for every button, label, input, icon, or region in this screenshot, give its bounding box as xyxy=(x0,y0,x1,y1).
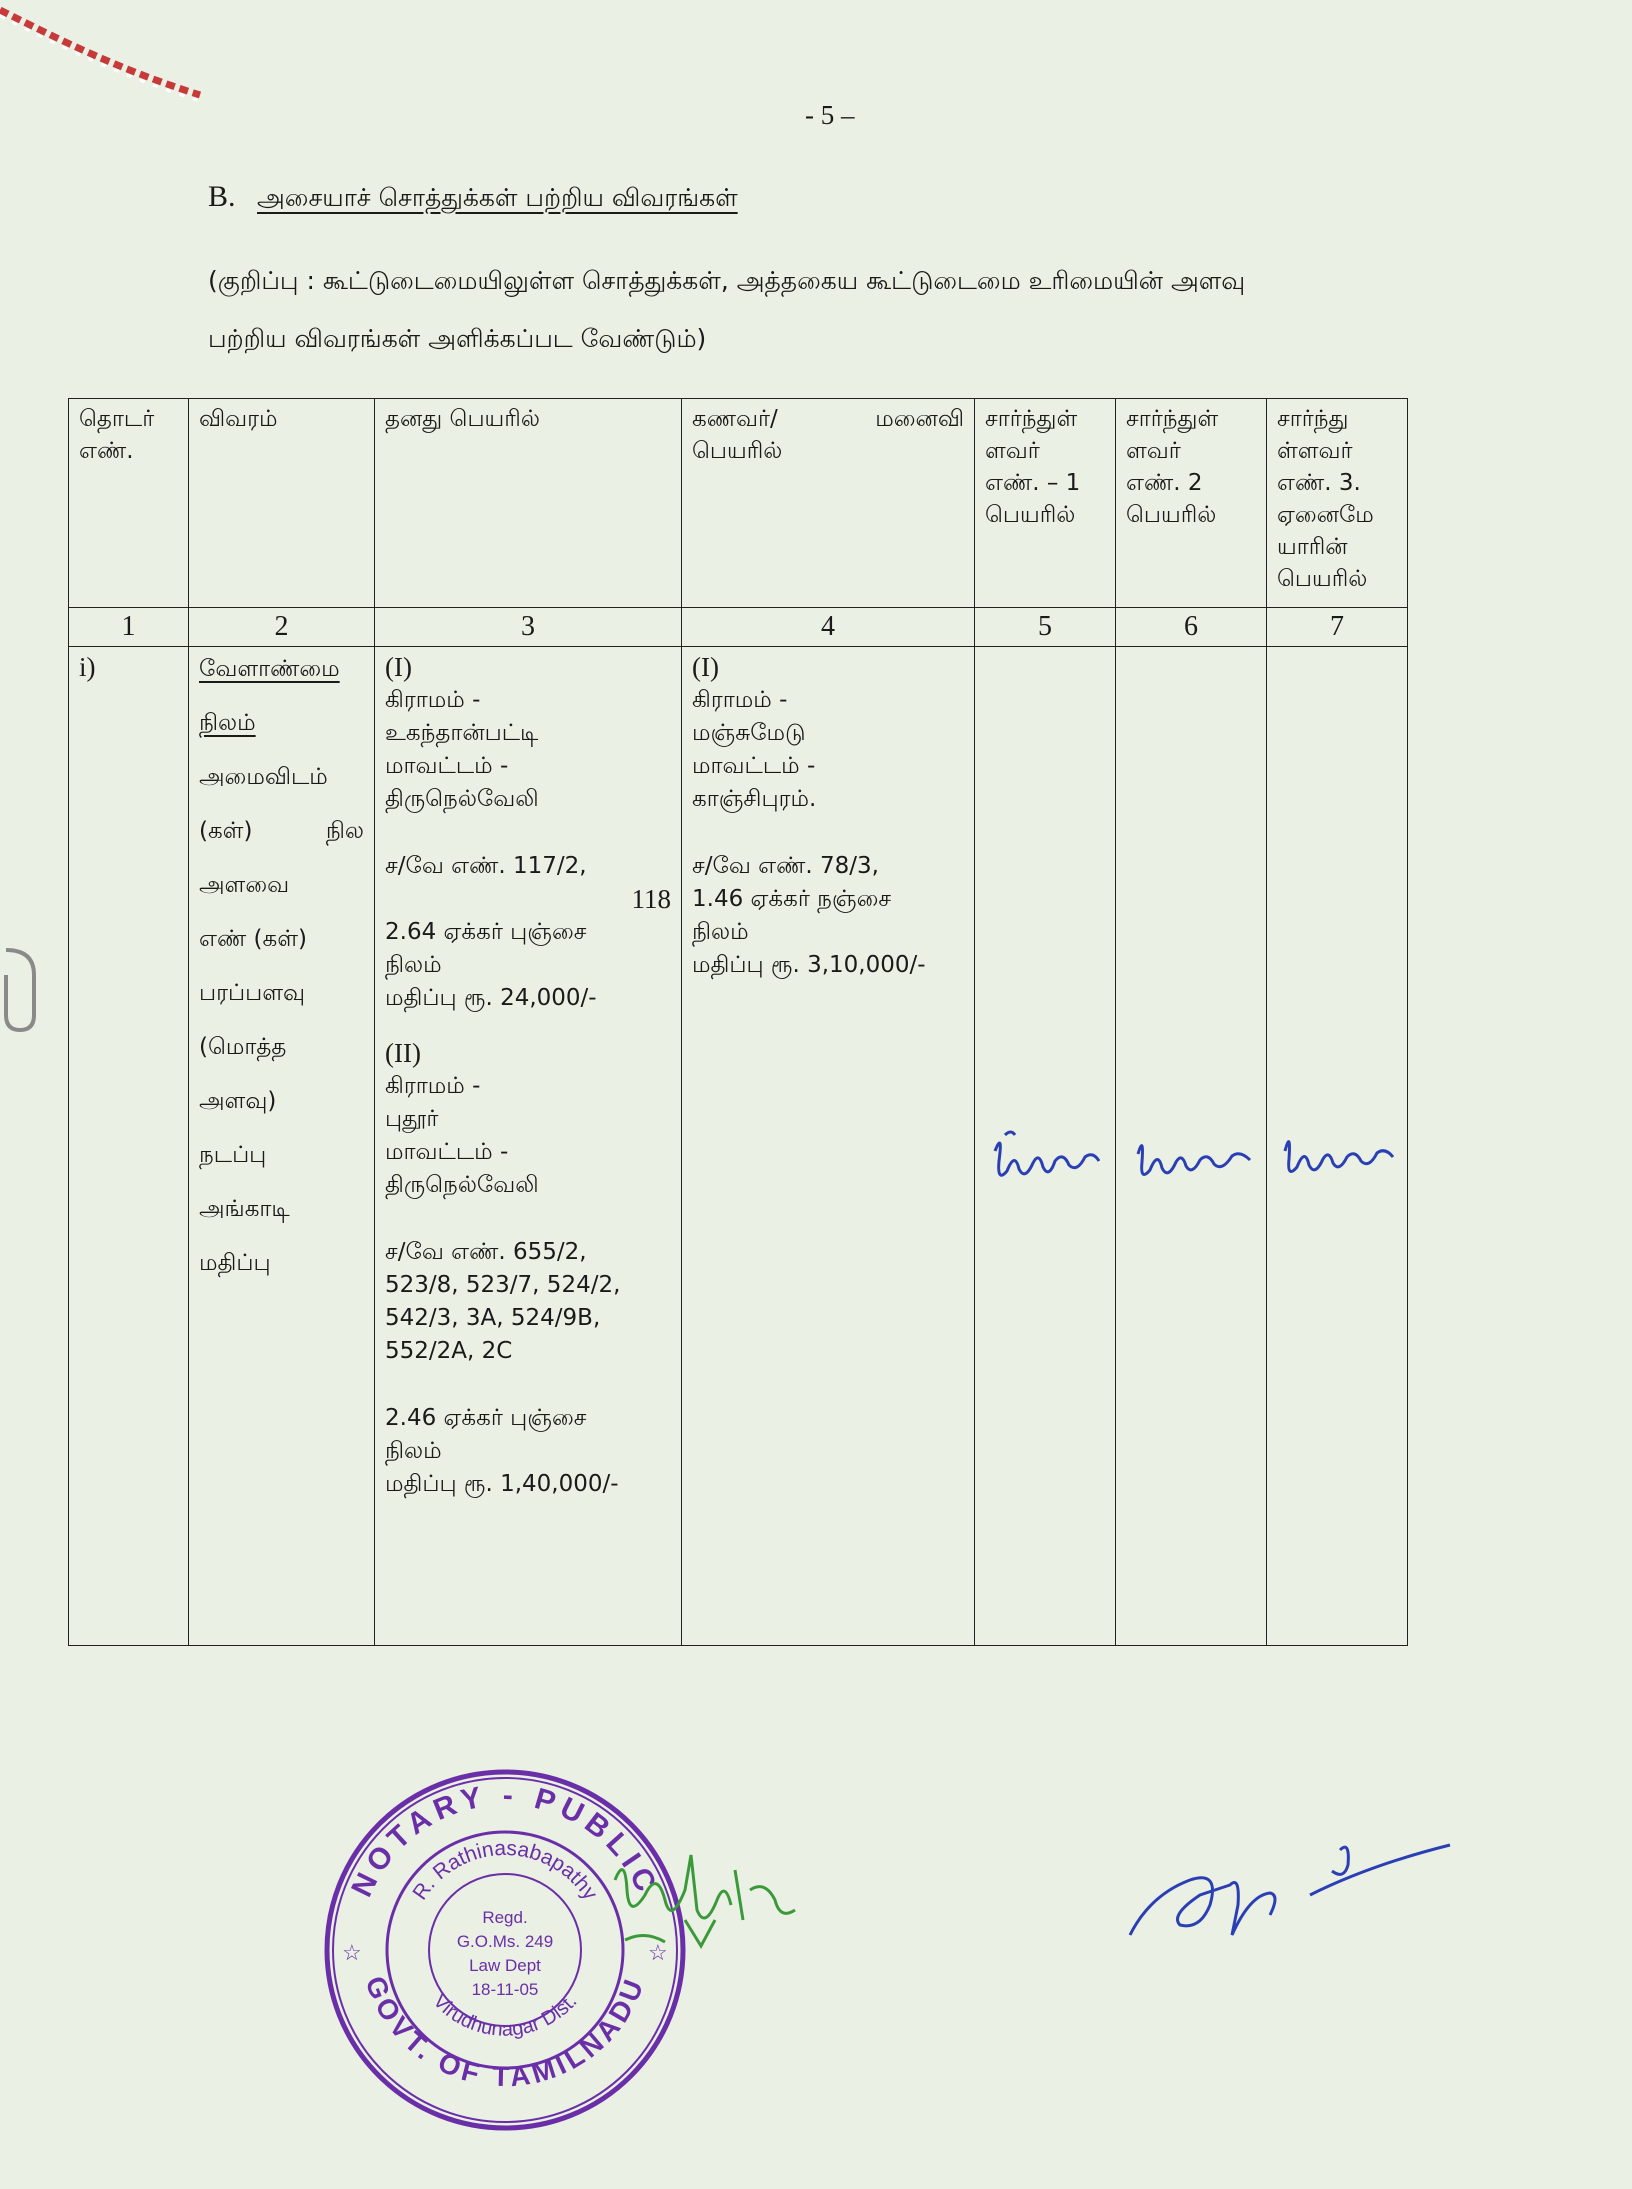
declarant-signature xyxy=(1120,1835,1460,1955)
section-heading xyxy=(208,180,738,216)
desc-item: அமைவிடம் xyxy=(199,764,328,790)
property-label: (I) xyxy=(385,652,412,682)
land-value: மதிப்பு ரூ. 24,000/- xyxy=(385,985,597,1011)
survey-number: 523/8, 523/7, 524/2, xyxy=(385,1272,621,1298)
desc-item xyxy=(199,813,364,849)
note-line-1: (குறிப்பு : கூட்டுடைமையிலுள்ள சொத்துக்கள், அத்தகைய கூட்டுடைமை உரிமையின் அளவு xyxy=(208,266,1246,295)
note-line-2: பற்றிய விவரங்கள் அளிக்கப்பட வேண்டும்) xyxy=(208,324,707,353)
header-self xyxy=(375,399,682,608)
desc-item: மதிப்பு xyxy=(199,1250,271,1276)
survey-number: ச/வே எண். 655/2, xyxy=(385,1239,587,1265)
row-dependent-3 xyxy=(1267,647,1408,1646)
spouse-property-1 xyxy=(692,651,964,982)
header-dep3-a: சார்ந்து xyxy=(1277,406,1349,432)
district-name: திருநெல்வேலி xyxy=(385,1172,539,1198)
property-label: (I) xyxy=(692,652,719,682)
land-area: 1.46 ஏக்கர் நஞ்சை xyxy=(692,886,892,912)
stamp-inner-bottom: Virudhunagar Dist. xyxy=(428,1990,582,2041)
column-number: 3 xyxy=(375,608,682,647)
header-spouse-label-b: மனைவி xyxy=(875,406,964,432)
header-spouse xyxy=(682,399,975,608)
desc-item-part: (கள்) xyxy=(199,818,253,844)
village-label: கிராமம் - xyxy=(385,1073,481,1099)
village-name: மஞ்சுமேடு xyxy=(692,720,806,746)
land-value: மதிப்பு ரூ. 3,10,000/- xyxy=(692,952,926,978)
header-dep2-b: ளவர் xyxy=(1126,438,1181,464)
desc-item: அளவு) xyxy=(199,1088,277,1114)
land-area: 2.64 ஏக்கர் புஞ்சை xyxy=(385,919,587,945)
desc-item: நடப்பு xyxy=(199,1142,267,1168)
column-number-row xyxy=(69,608,1408,647)
header-dep2-a: சார்ந்துள் xyxy=(1126,406,1219,432)
district-name: காஞ்சிபுரம். xyxy=(692,786,817,812)
note-paragraph xyxy=(208,252,1470,368)
header-description-label: விவரம் xyxy=(199,406,278,432)
row-dependent-1 xyxy=(975,647,1116,1646)
header-self-label: தனது பெயரில் xyxy=(385,406,540,432)
column-number: 5 xyxy=(975,608,1116,647)
column-number: 1 xyxy=(69,608,189,647)
desc-item: நிலம் xyxy=(199,710,256,736)
desc-item: எண் (கள்) xyxy=(199,926,307,952)
stamp-line-2: G.O.Ms. 249 xyxy=(456,1932,554,1951)
handwritten-nil-mark xyxy=(985,1121,1105,1201)
column-number: 6 xyxy=(1116,608,1267,647)
header-dep1-b: ளவர் xyxy=(985,438,1040,464)
paper-clip xyxy=(0,945,40,1035)
table-row xyxy=(69,647,1408,1646)
page-number: - 5 – xyxy=(805,100,855,130)
desc-item: அளவை xyxy=(199,872,290,898)
land-type: நிலம் xyxy=(385,1438,442,1464)
header-dependent-1 xyxy=(975,399,1116,608)
land-value: மதிப்பு ரூ. 1,40,000/- xyxy=(385,1471,619,1497)
district-label: மாவட்டம் - xyxy=(385,1139,509,1165)
stamp-top-text: NOTARY - PUBLIC xyxy=(345,1778,665,1902)
survey-number: 118 xyxy=(631,884,671,914)
self-property-1 xyxy=(385,651,671,1015)
desc-item-part: நில xyxy=(325,818,364,844)
stamp-line-4: 18-11-05 xyxy=(471,1980,539,1999)
column-number: 7 xyxy=(1267,608,1408,647)
village-name: உகந்தான்பட்டி xyxy=(385,720,539,746)
header-dep2-d: பெயரில் xyxy=(1126,502,1217,528)
binding-thread xyxy=(0,0,220,120)
desc-item: வேளாண்மை xyxy=(199,656,340,682)
header-dep2-c: எண். 2 xyxy=(1126,470,1203,496)
survey-number: 552/2A, 2C xyxy=(385,1338,513,1364)
row-serial xyxy=(69,647,189,1646)
village-label: கிராமம் - xyxy=(385,687,481,713)
handwritten-nil-mark xyxy=(1126,1126,1256,1196)
desc-item: பரப்பளவு xyxy=(199,980,305,1006)
stamp-inner-top: R. Rathinasabapathy xyxy=(408,1836,602,1905)
header-dep3-f: பெயரில் xyxy=(1277,566,1368,592)
header-dep1-c: எண். – 1 xyxy=(985,470,1081,496)
header-dependent-2 xyxy=(1116,399,1267,608)
land-type: நிலம் xyxy=(692,919,749,945)
row-spouse-property xyxy=(682,647,975,1646)
village-name: புதூர் xyxy=(385,1106,439,1132)
village-label: கிராமம் - xyxy=(692,687,788,713)
self-property-2 xyxy=(385,1037,671,1501)
desc-item: (மொத்த xyxy=(199,1034,287,1060)
stamp-line-1: Regd. xyxy=(482,1908,528,1927)
survey-number: ச/வே எண். 78/3, xyxy=(692,853,879,879)
district-name: திருநெல்வேலி xyxy=(385,786,539,812)
header-spouse-label-c: பெயரில் xyxy=(692,438,783,464)
header-dep3-e: யாரின் xyxy=(1277,534,1348,560)
row-description xyxy=(189,647,375,1646)
header-dependent-3 xyxy=(1267,399,1408,608)
svg-text:R. Rathinasabapathy xyxy=(408,1837,602,1905)
header-description xyxy=(189,399,375,608)
row-dependent-2 xyxy=(1116,647,1267,1646)
stamp-line-3: Law Dept xyxy=(469,1956,541,1975)
header-dep3-b: ள்ளவர் xyxy=(1277,438,1353,464)
section-title: அசையாச் சொத்துக்கள் பற்றிய விவரங்கள் xyxy=(257,183,738,212)
header-serial-label: தொடர் எண். xyxy=(79,406,155,464)
notary-initials-signature xyxy=(605,1850,805,1960)
immovable-assets-table xyxy=(68,398,1408,1646)
section-letter: B. xyxy=(208,180,236,213)
header-serial xyxy=(69,399,189,608)
desc-item: அங்காடி xyxy=(199,1196,290,1222)
table-header-row xyxy=(69,399,1408,608)
land-area: 2.46 ஏக்கர் புஞ்சை xyxy=(385,1405,587,1431)
header-dep1-a: சார்ந்துள் xyxy=(985,406,1078,432)
header-dep1-d: பெயரில் xyxy=(985,502,1076,528)
header-spouse-label-a: கணவர்/ xyxy=(692,406,778,432)
header-dep3-c: எண். 3. xyxy=(1277,470,1361,496)
land-type: நிலம் xyxy=(385,952,442,978)
header-dep3-d: ஏனைமே xyxy=(1277,502,1374,528)
property-label: (II) xyxy=(385,1038,421,1068)
star-icon: ☆ xyxy=(648,1940,668,1965)
column-number: 2 xyxy=(189,608,375,647)
row-self-property xyxy=(375,647,682,1646)
stamp-bottom-text: GOVT. OF TAMILNADU xyxy=(359,1971,651,2093)
district-label: மாவட்டம் - xyxy=(385,753,509,779)
survey-number: 542/3, 3A, 524/9B, xyxy=(385,1305,601,1331)
row-serial-value: i) xyxy=(79,652,96,682)
star-icon: ☆ xyxy=(342,1940,362,1965)
survey-number: ச/வே எண். 117/2, xyxy=(385,853,587,879)
district-label: மாவட்டம் - xyxy=(692,753,816,779)
handwritten-nil-mark xyxy=(1277,1121,1397,1191)
column-number: 4 xyxy=(682,608,975,647)
